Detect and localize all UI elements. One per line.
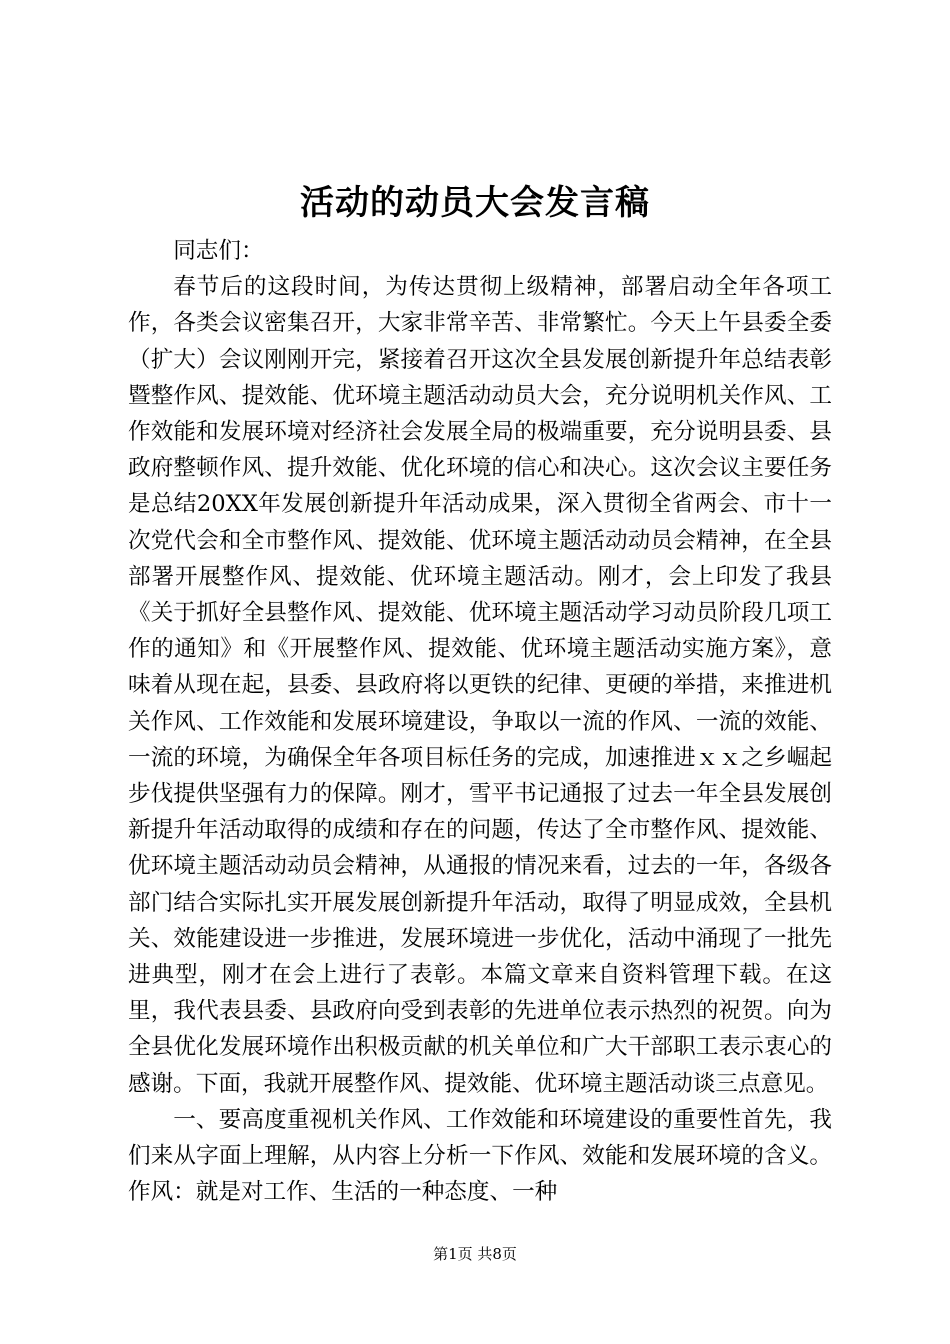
page-footer: 第1页 共8页	[433, 1245, 517, 1263]
salutation: 同志们：	[173, 238, 264, 264]
paragraph: 一、要高度重视机关作风、工作效能和环境建设的重要性首先，我们来从字面上理解，从内容上分析一下作风、效能和发展环境的含义。作风：就是对工作、生活的一种态度、一种	[128, 1106, 832, 1206]
document-body	[128, 233, 832, 1210]
document-title: 活动的动员大会发言稿	[300, 183, 650, 223]
paragraph: 春节后的这段时间，为传达贯彻上级精神，部署启动全年各项工作，各类会议密集召开，大家非常辛苦、非常繁忙。今天上午县委全委（扩大）会议刚刚开完，紧接着召开这次全县发展创新提升年总结表彰暨整作风、提效能、优环境主题活动动员大会，充分说明机关作风、工作效能和发展环境对经济社会发展全局的极端重要，充分说明县委、县政府整顿作风、提升效能、优化环境的信心和决心。这次会议主要任务是总结20XX年发展创新提升年活动成果，深入贯彻全省两会、市十一次党代会和全市整作风、提效能、优环境主题活动动员会精神，在全县部署开展整作风、提效能、优环境主题活动。刚才，会上印发了我县《关于抓好全县整作风、提效能、优环境主题活动学习动员阶段几项工作的通知》和《开展整作风、提效能、优环境主题活动实施方案》，意味着从现在起，县委、县政府将以更铁的纪律、更硬的举措，来推进机关作风、工作效能和发展环境建设，争取以一流的作风、一流的效能、一流的环境，为确保全年各项目标任务的完成，加速推进ｘｘ之乡崛起步伐提供坚强有力的保障。刚才，雪平书记通报了过去一年全县发展创新提升年活动取得的成绩和存在的问题，传达了全市整作风、提效能、优环境主题活动动员会精神，从通报的情况来看，过去的一年，各级各部门结合实际扎实开展发展创新提升年活动，取得了明显成效，全县机关、效能建设进一步推进，发展环境进一步优化，活动中涌现了一批先进典型，刚才在会上进行了表彰。本篇文章来自资料管理下载。在这里，我代表县委、县政府向受到表彰的先进单位表示热烈的祝贺。向为全县优化发展环境作出积极贡献的机关单位和广大干部职工表示衷心的感谢。下面，我就开展整作风、提效能、优环境主题活动谈三点意见。	[128, 274, 832, 1097]
